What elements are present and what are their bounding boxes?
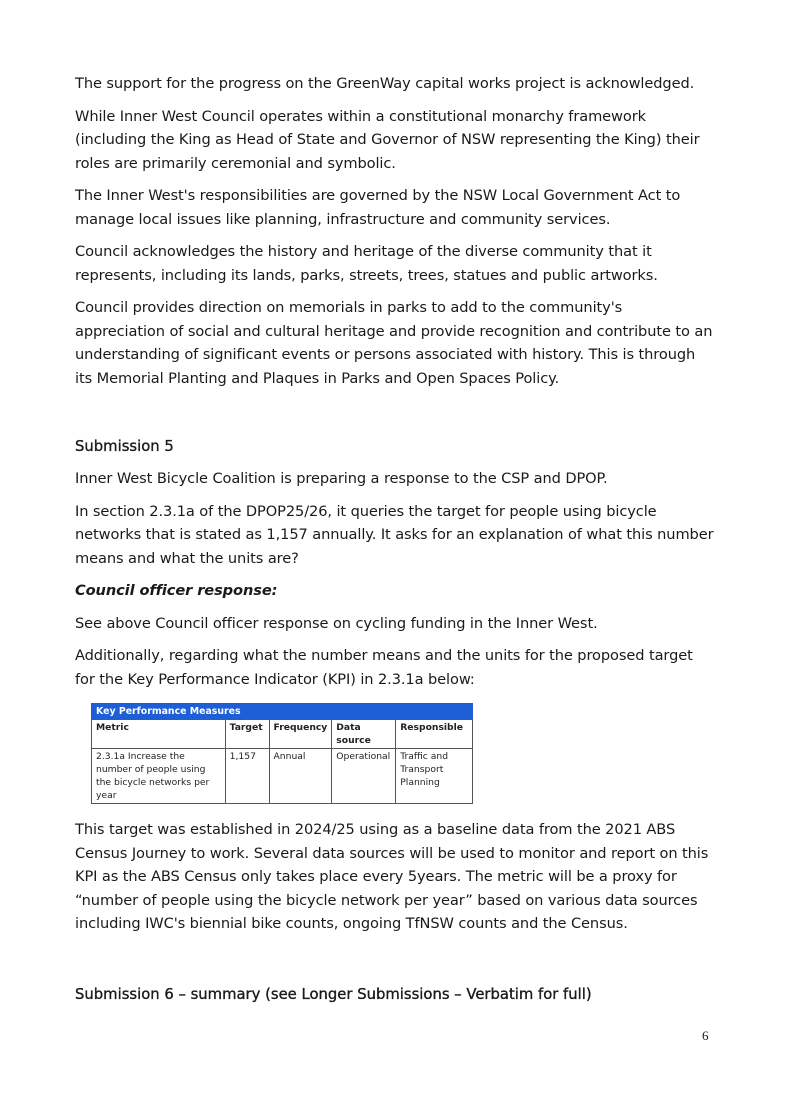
paragraph-greenway: The support for the progress on the GreenWay capital works project is acknowledged.: [75, 75, 695, 92]
kpi-table: [91, 703, 473, 804]
kpi-table-wrapper: [91, 703, 715, 804]
kpi-cell-responsible: Traffic and Transport Planning: [396, 749, 473, 804]
officer-response-label: Council officer response:: [75, 582, 278, 599]
kpi-cell-target: 1,157: [225, 749, 269, 804]
kpi-table-header-row: [92, 720, 473, 749]
submission-6-heading: Submission 6 – summary (see Longer Submissions – Verbatim for full): [75, 985, 592, 1003]
page-number: 6: [702, 1028, 709, 1043]
spacer: [75, 945, 715, 983]
table-row: [92, 749, 473, 804]
paragraph-responsibilities: The Inner West's responsibilities are governed by the NSW Local Government Act to manage local issues like planning, infrastructure and community services.: [75, 187, 681, 228]
officer-response-1: See above Council officer response on cycling funding in the Inner West.: [75, 614, 598, 632]
paragraph-heritage: Council acknowledges the history and heritage of the diverse community that it represents, including its lands, parks, streets, trees, statues and public artworks.: [75, 243, 658, 284]
kpi-header-target: Target: [225, 720, 269, 749]
kpi-table-title: Key Performance Measures: [92, 704, 473, 720]
kpi-header-data-source: Data source: [332, 720, 396, 749]
paragraph-memorials: Council provides direction on memorials in parks to add to the community's appreciation of social and cultural heritage and provide recognition and contribute to an understanding of significant events or persons associated with history. This is through its Memorial Planting and Plaques in Parks and Open Spaces Policy.: [75, 299, 713, 387]
page-body: [75, 72, 715, 1015]
paragraph-monarchy: While Inner West Council operates within a constitutional monarchy framework (including the King as Head of State and Governor of NSW representing the King) their roles are primarily ceremonial and symbolic.: [75, 107, 700, 172]
submission-5-paragraph-2: In section 2.3.1a of the DPOP25/26, it queries the target for people using bicycle networks that is stated as 1,157 annually. It asks for an explanation of what this number means and what the units are?: [75, 502, 714, 567]
kpi-header-responsible: Responsible: [396, 720, 473, 749]
kpi-header-metric: Metric: [92, 720, 226, 749]
officer-response-2: Additionally, regarding what the number means and the units for the proposed target for the Key Performance Indicator (KPI) in 2.3.1a below:: [75, 647, 693, 688]
spacer: [75, 399, 715, 435]
officer-response-3: This target was established in 2024/25 using as a baseline data from the 2021 ABS Census Journey to work. Several data sources will be used to monitor and report on this KPI as the ABS Census only takes place every 5years. The metric will be a proxy for “number of people using the bicycle network per year” based on various data sources including IWC's biennial bike counts, ongoing TfNSW counts and the Census.: [75, 821, 709, 932]
submission-5-heading: Submission 5: [75, 438, 174, 455]
kpi-cell-metric: 2.3.1a Increase the number of people using the bicycle networks per year: [92, 749, 226, 804]
kpi-cell-frequency: Annual: [269, 749, 332, 804]
kpi-cell-data-source: Operational: [332, 749, 396, 804]
submission-5-paragraph-1: Inner West Bicycle Coalition is preparing a response to the CSP and DPOP.: [75, 470, 608, 487]
kpi-header-frequency: Frequency: [269, 720, 332, 749]
